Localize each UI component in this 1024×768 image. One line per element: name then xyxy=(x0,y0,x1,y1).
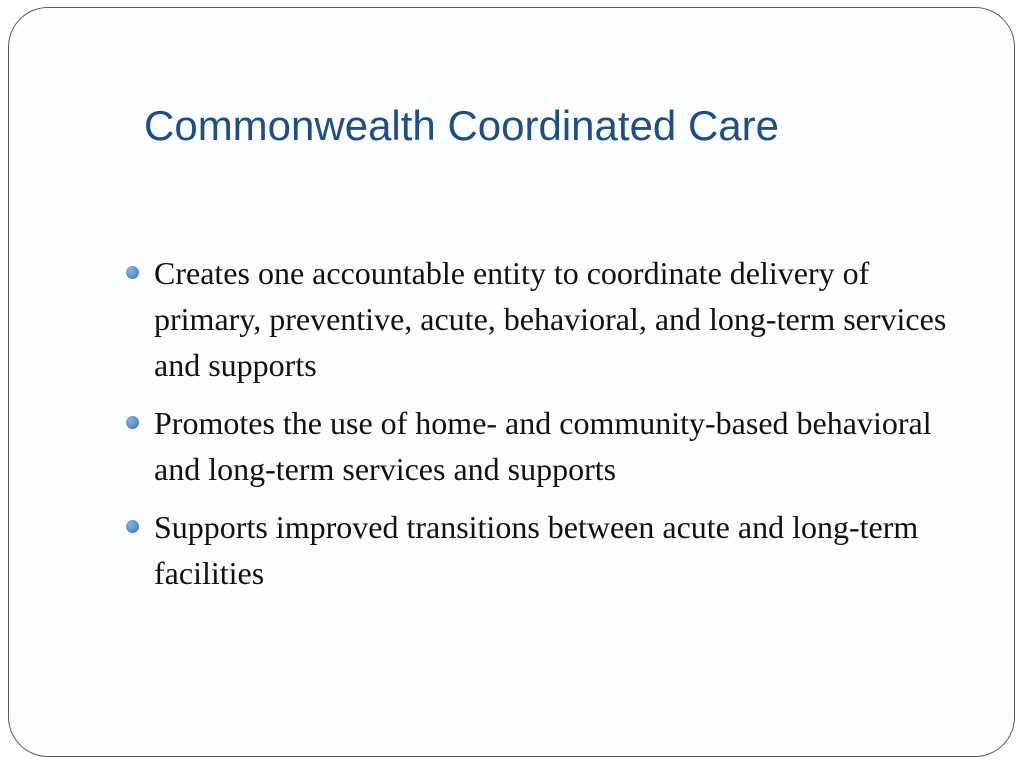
bullet-text: Supports improved transitions between acute and long-term facilities xyxy=(154,509,919,591)
slide-title: Commonwealth Coordinated Care xyxy=(144,102,779,149)
bullet-dot-icon xyxy=(126,266,139,279)
bullet-list xyxy=(122,250,952,608)
bullet-dot-icon xyxy=(126,416,139,429)
bullet-dot-icon xyxy=(126,520,139,533)
bullet-item xyxy=(122,400,952,492)
bullet-text: Promotes the use of home- and community-based behavioral and long-term services and supports xyxy=(154,405,932,487)
bullet-text: Creates one accountable entity to coordinate delivery of primary, preventive, acute, behavioral, and long-term services and supports xyxy=(154,255,947,383)
bullet-item xyxy=(122,250,952,388)
slide-frame xyxy=(8,7,1015,757)
bullet-item xyxy=(122,504,952,596)
